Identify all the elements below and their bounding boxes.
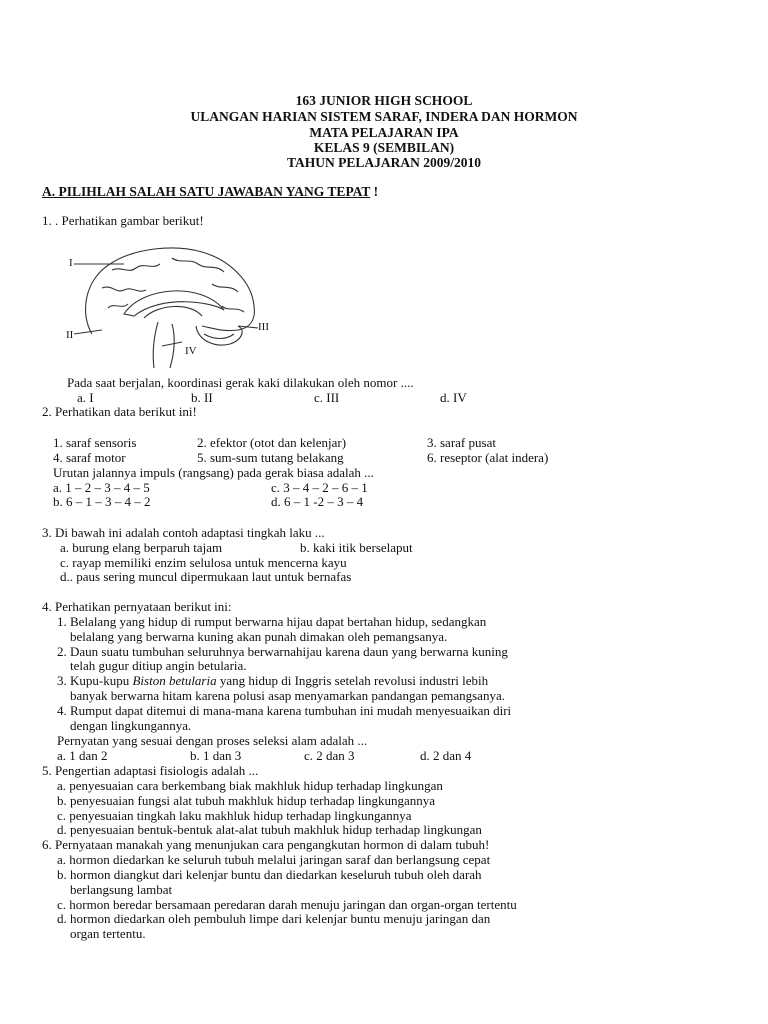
q4-question: Pernyatan yang sesuai dengan proses seleksi alam adalah ... [57,733,368,748]
q2-item-4: 4. saraf motor [53,450,126,465]
subject: MATA PELAJARAN IPA [309,125,459,140]
q5-option-a: a. penyesuaian cara berkembang biak makhluk hidup terhadap lingkungan [57,778,443,793]
q4-option-d: d. 2 dan 4 [420,748,472,763]
q4-option-b: b. 1 dan 3 [190,748,242,763]
q4-statement-2a: 2. Daun suatu tumbuhan seluruhnya berwarnahijau karena daun yang berwarna kuning [57,644,508,659]
q3-stem: 3. Di bawah ini adalah contoh adaptasi tingkah laku ... [42,525,325,540]
section-a-exclaim: ! [370,184,379,199]
brain-label-i: I [69,257,73,269]
q2-option-d: d. 6 – 1 -2 – 3 – 4 [271,494,364,509]
q2-item-2: 2. efektor (otot dan kelenjar) [197,435,347,450]
q3-option-b: b. kaki itik berselaput [300,540,413,555]
q6-option-c: c. hormon beredar bersamaan peredaran darah menuju jaringan dan organ-organ tertentu [57,897,517,912]
q5-option-d: d. penyesuaian bentuk-bentuk alat-alat tubuh makhluk hidup terhadap lingkungan [57,822,482,837]
q1-option-b: b. II [191,390,213,405]
q4-statement-4a: 4. Rumput dapat ditemui di mana-mana karena tumbuhan ini mudah menyesuaikan diri [57,703,512,718]
q1-option-c: c. III [314,390,340,405]
brain-label-ii: II [66,329,74,341]
q6-option-b2: berlangsung lambat [70,882,173,897]
q1-option-a: a. I [77,390,94,405]
q4-statement-4b: dengan lingkungannya. [70,718,192,733]
q3-option-c: c. rayap memiliki enzim selulosa untuk mencerna kayu [60,555,347,570]
q2-item-1: 1. saraf sensoris [53,435,137,450]
q2-option-c: c. 3 – 4 – 2 – 6 – 1 [271,480,368,495]
exam-title: ULANGAN HARIAN SISTEM SARAF, INDERA DAN HORMON [190,109,578,124]
brain-label-iii: III [258,321,269,333]
section-a-heading [42,184,378,199]
brain-label-iv: IV [185,345,197,357]
section-a-label: A. PILIHLAH SALAH SATU JAWABAN YANG TEPAT [42,184,371,199]
q6-stem: 6. Pernyataan manakah yang menunjukan cara pengangkutan hormon di dalam tubuh! [42,837,490,852]
q4-statement-2b: telah gugur ditiup angin betularia. [70,658,247,673]
q4-option-c: c. 2 dan 3 [304,748,355,763]
q4-stem: 4. Perhatikan pernyataan berikut ini: [42,599,232,614]
q2-question: Urutan jalannya impuls (rangsang) pada gerak biasa adalah ... [53,465,374,480]
class-level: KELAS 9 (SEMBILAN) [313,140,455,155]
q6-option-d1: d. hormon diedarkan oleh pembuluh limpe dari kelenjar buntu menuju jaringan dan [57,911,491,926]
q4-s3-post: yang hidup di Inggris setelah revolusi industri lebih [216,673,489,688]
q5-option-b: b. penyesuaian fungsi alat tubuh makhluk hidup terhadap lingkungannya [57,793,435,808]
q4-s3-pre: 3. Kupu-kupu [57,673,133,688]
q1-stem: 1. . Perhatikan gambar berikut! [42,213,204,228]
q4-s3-species: Biston betularia [132,673,217,688]
q4-statement-3b: banyak berwarna hitam karena polusi asap menyamarkan pandangan pemangsanya. [70,688,505,703]
q6-option-a: a. hormon diedarkan ke seluruh tubuh melalui jaringan saraf dan berlangsung cepat [57,852,491,867]
q2-option-b: b. 6 – 1 – 3 – 4 – 2 [53,494,151,509]
q2-item-3: 3. saraf pusat [427,435,496,450]
q4-statement-1b: belalang yang berwarna kuning akan punah dimakan oleh pemangsanya. [70,629,448,644]
q2-option-a: a. 1 – 2 – 3 – 4 – 5 [53,480,150,495]
q5-stem: 5. Pengertian adaptasi fisiologis adalah ... [42,763,259,778]
brain-diagram [62,236,282,372]
q2-item-6: 6. reseptor (alat indera) [427,450,549,465]
q4-statement-3a [57,673,488,688]
q2-item-5: 5. sum-sum tutang belakang [197,450,344,465]
q1-question: Pada saat berjalan, koordinasi gerak kaki dilakukan oleh nomor .... [67,375,414,390]
q6-option-d2: organ tertentu. [70,926,146,941]
q2-stem: 2. Perhatikan data berikut ini! [42,404,197,419]
school-name: 163 JUNIOR HIGH SCHOOL [295,93,473,108]
school-year: TAHUN PELAJARAN 2009/2010 [286,155,481,170]
q3-option-d: d.. paus sering muncul dipermukaan laut untuk bernafas [60,569,352,584]
q6-option-b1: b. hormon diangkut dari kelenjar buntu dan diedarkan keseluruh tubuh oleh darah [57,867,482,882]
q5-option-c: c. penyesuaian tingkah laku makhluk hidup terhadap lingkungannya [57,808,412,823]
q4-statement-1a: 1. Belalang yang hidup di rumput berwarna hijau dapat bertahan hidup, sedangkan [57,614,487,629]
q1-option-d: d. IV [440,390,467,405]
q3-option-a: a. burung elang berparuh tajam [60,540,223,555]
q4-option-a: a. 1 dan 2 [57,748,108,763]
